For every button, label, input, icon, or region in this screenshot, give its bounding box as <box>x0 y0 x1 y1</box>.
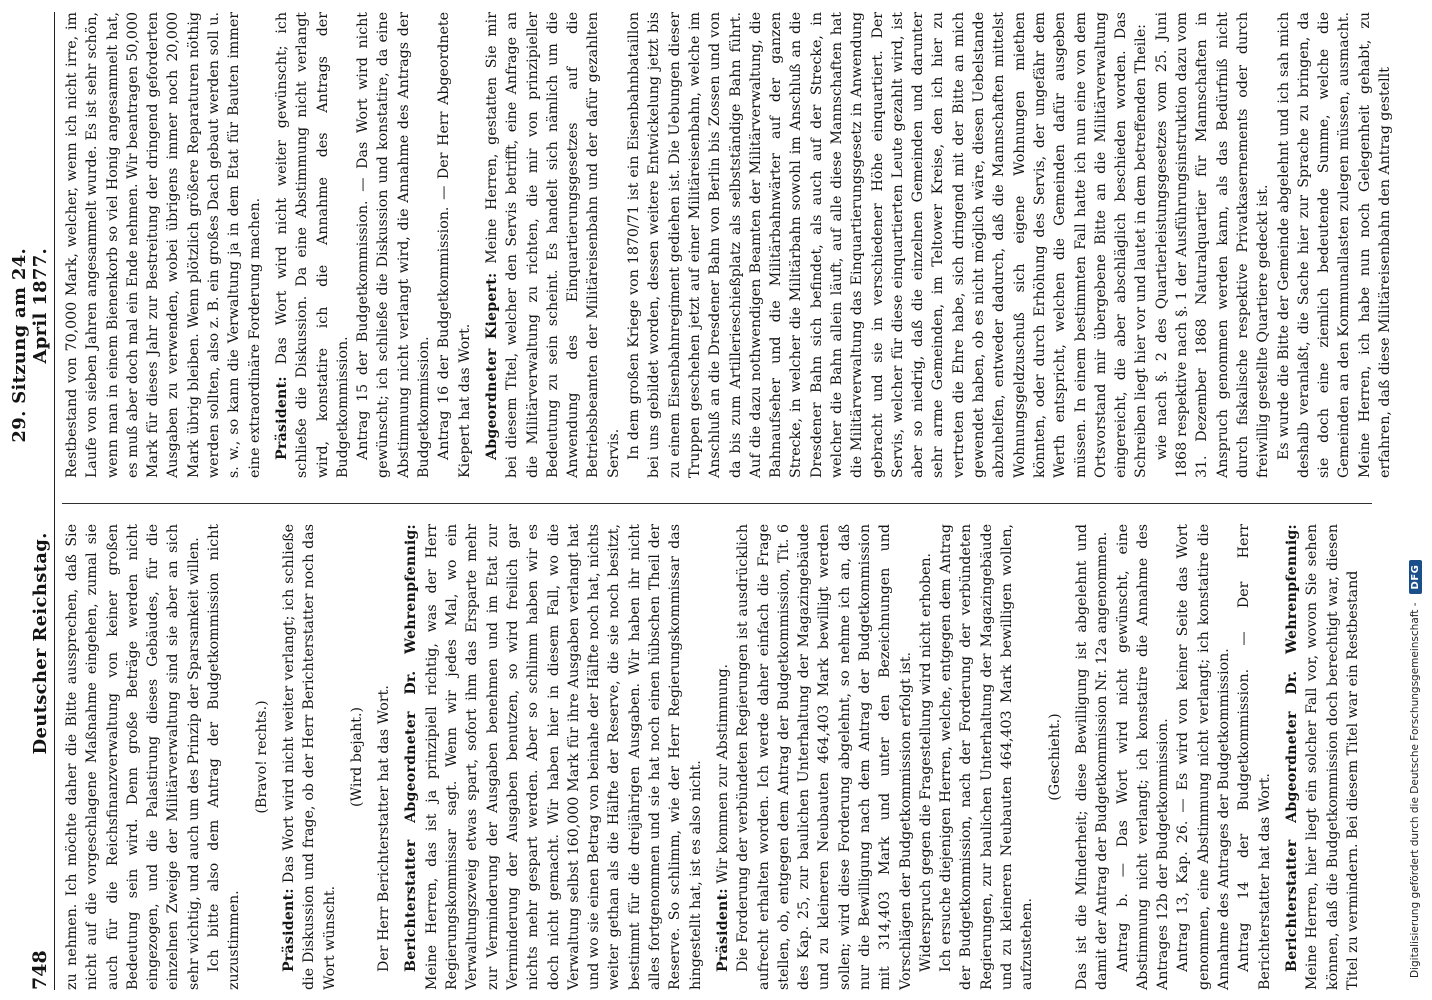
speech-paragraph <box>272 12 353 478</box>
speech-paragraph <box>401 524 705 990</box>
paragraph-text: Antrag b. — Das Wort wird nicht gewünscht, eine Abstimmung nicht verlangt; ich konstatire die Annahme des Antrages 12b der Budgetkommission. <box>1114 524 1172 990</box>
paragraph-text: Antrag 15 der Budgetkommission. — Das Wort wird nicht gewünscht; ich schließe die Diskussion und konstatire, da eine Abstimmung nicht verlangt wird, die Annahme des Antrags der Budgetkommission. <box>355 12 433 478</box>
paragraph-text: Das Wort wird nicht weiter gewünscht; ich schließe die Diskussion. Da eine Abstimmung nicht verlangt wird, konstatire ich die Annahme des Antrags der Budgetkommission. <box>273 12 351 478</box>
speaker-name: Berichterstatter Abgeordneter Dr. Wehrenpfennig: <box>403 524 420 972</box>
speaker-name: Präsident: <box>714 888 731 972</box>
paragraph-text: Es wurde die Bitte der Gemeinde abgelehnt und ich sah mich deshalb veranlaßt, die Sache hier zur Sprache zu bringen, da sie doch eine ziemlich bedeutende Summe, welche die Gemeinden an den Kommunallasten zulegen müssen, ausmacht. Meine Herren, ich habe nun noch Gelegenheit gehabt, zu erfahren, daß diese Militäreisenbahn den Antrag gestellt <box>1275 12 1393 478</box>
stage-direction <box>252 524 272 990</box>
paragraph <box>1234 524 1275 990</box>
paragraph-text: Restbestand von 70,000 Mark, welcher, wenn ich nicht irre, im Laufe von sieben Jahren angesammelt wurde. Es ist sehr schön, wenn man in einem Bienenkorb so viel Honig angesammelt hat, es muß aber doch mal ein Ende nehmen. Wir beantragen 50,000 Mark für dieses Jahr zur Bestreitung der dringend geforderten Ausgaben zu verwenden, wobei übrigens immer noch 20,000 Mark übrig bleiben. Wenn plötzlich größere Reparaturen nöthig werden sollten, also z. B. ein großes Dach gebaut werden soll u. s. w., so kann die Verwaltung ja in dem Etat für Bauten immer eine extraordinäre Forderung machen. <box>64 12 263 478</box>
dfg-logo: DFG <box>1409 560 1422 595</box>
paragraph-text: (Geschieht.) <box>1046 713 1063 801</box>
paragraph-text: wie nach §. 2 des Quartierleistungsgesetzes vom 25. Juni 1868 respektive nach §. 1 der Ausführungsinstruktion dazu vom 31. Dezember 1868 Naturalquartier für Mannschaften in Anspruch genommen werden kann, als das Bedürfniß nicht durch fiskalische respektive Privatkasernements oder durch freiwillig gestellte Quartiere gedeckt ist. <box>1153 12 1272 478</box>
paragraph <box>1152 12 1274 478</box>
paragraph-text: Meine Herren, gestatten Sie mir bei diesem Titel, welcher den Servis betrifft, eine Anfrage an die Militärverwaltung zu richten, die mir von prinzipieller Bedeutung zu sein scheint. Es handelt sich nämlich um die Anwendung des Einquartierungsgesetzes auf die Betriebsbeamten der Militäreisenbahn und der dafür gezahlten Servis. <box>483 11 622 478</box>
speech-paragraph <box>279 524 340 990</box>
paragraph <box>62 12 265 478</box>
paragraph <box>916 524 936 990</box>
paragraph <box>733 524 916 990</box>
paragraph-text: zu nehmen. Ich möchte daher die Bitte aussprechen, daß Sie nicht auf die vorgeschlagene Maßnahme eingehen, zumal sie auch für die Reichsfinanzverwaltung von keiner großen Bedeutung sein wird. Denn große Beträge werden nicht eingezogen, und die Palastirung dieses Gebäudes, für die einzelnen Zweige der Militärverwaltung sind sie aber an sich sehr wichtig, und auch um des Prinzip der Sparsamkeit willen. <box>64 524 202 990</box>
speech-paragraph <box>713 524 733 990</box>
text-columns <box>62 11 1393 990</box>
attribution-strip <box>1402 18 1428 978</box>
speaker-name: Berichterstatter Abgeordneter Dr. Wehrenpfennig: <box>1283 524 1300 972</box>
paragraph <box>1113 524 1174 990</box>
speaker-name: Präsident: <box>273 376 290 460</box>
paragraph <box>936 524 1037 990</box>
paragraph <box>624 12 1152 478</box>
paragraph-text: Meine Herren, hier liegt ein solcher Fall vor, wovon Sie sehen können, daß die Budgetkommission doch berechtigt war, diesen Titel zu vermindern. Bei diesem Titel war ein Restbestand <box>1304 524 1361 990</box>
paragraph-text: Wir kommen zur Abstimmung. <box>714 663 731 884</box>
paragraph <box>353 12 434 478</box>
speaker-name: Abgeordneter Kiepert: <box>483 272 500 460</box>
stage-direction <box>1045 524 1065 990</box>
left-column <box>62 524 1390 990</box>
paragraph-text: Der Herr Berichterstatter hat das Wort. <box>376 685 393 972</box>
paragraph-text: In dem großen Kriege von 1870/71 ist ein Eisenbahnbataillon bei uns gebildet worden, dessen weitere Entwickelung jetzt bis zu einem Eisenbahnregiment gediehen ist. Die Uebungen dieser Truppen geschehen jetzt auf einer Militäreisenbahn, welche im Anschluß an die Dresdener Bahn von Berlin bis Zossen und von da bis zum Artillerieschießplatz als selbstständige Bahn führt. Auf die dazu nothwendigen Beamten der Militärverwaltung, die Bahnaufseher und die Militärbahnwärter auf der ganzen Strecke, in welcher die Militärbahn sowohl im Anschluß an die Dresdener Bahn sich befindet, als auch auf der Strecke, in welcher die Bahn allein läuft, auf alle diese Mannschaften hat die Militärverwaltung das Einquartierungsgesetz in Anwendung gebracht und sie in verschiedener Höhe einquartiert. Der Servis, welcher für diese einquartierten Leute gezahlt wird, ist aber so niedrig, daß die einzelnen Gemeinden und darunter sehr arme Gemeinden, im Teltower Kreise, den ich hier zu vertreten die Ehre habe, sich dringend mit der Bitte an mich gewendet haben, ob es nicht möglich wäre, diesen Uebelstande abzuhelfen, entweder dadurch, daß die Mannschaften mittelst Wohnungsgeldzuschuß sich eigene Wohnungen miethen könnten, oder durch Erhöhung des Servis, der ungefähr dem Werth entspricht, welchen die Gemeinden dafür ausgeben müssen. In einem bestimmten Fall hatte ich nun eine von dem Ortsvorstand mir übergebene Bitte an die Militärverwaltung eingereicht, die aber abschläglich beschieden worden. Das Schreiben liegt hier vor und lautet in dem betreffenden Theile: <box>626 12 1150 478</box>
paragraph <box>1173 524 1234 990</box>
paragraph <box>374 524 394 990</box>
paragraph-text: (Wird bejaht.) <box>348 707 365 807</box>
paragraph-text: Ich ersuche diejenigen Herren, welche, entgegen dem Antrag der Budgetkommission, nach der Forderung der verbündeten Regierungen, zur baulichen Unterhaltung der Magazingebäude und zu kleineren Neubauten 464,403 Mark bewilligen wollen, aufzustehen. <box>938 524 1036 990</box>
paragraph <box>1274 12 1396 478</box>
paragraph-text: Antrag 16 der Budgetkommission. — Der Herr Abgeordnete Kiepert hat das Wort. <box>436 12 473 478</box>
paragraph-text: Das ist die Minderheit; diese Bewilligung ist abgelehnt und damit der Antrag der Budgetkommission Nr. 12a angenommen. <box>1073 524 1111 990</box>
attribution-text: Digitalisierung gefördert durch die Deutsche Forschungsgemeinschaft - <box>1409 602 1421 978</box>
paragraph <box>62 524 204 990</box>
column-divider <box>62 503 1372 504</box>
running-title-left: Deutscher Reichstag. <box>30 532 51 755</box>
speaker-name: Präsident: <box>280 888 297 972</box>
paragraph-text: Antrag 14 der Budgetkommission. — Der Herr Berichterstatter hat das Wort. <box>1236 524 1273 990</box>
page-number: 748 <box>29 950 51 990</box>
speech-paragraph <box>482 12 624 478</box>
right-column <box>62 11 1393 478</box>
paragraph-text: Meine Herren, das ist ja prinzipiell richtig, was der Herr Regierungskommissar sagt. Wenn wir jedes Mal, wo ein Verwaltungszweig etwas spart, sofort ihm das Ersparte mehr zur Verminderung der Ausgaben benehmen und im Etat zur Verminderung der Ausgaben benutzen, so wird freilich gar nichts mehr gespart werden. Aber so schlimm haben wir es doch nicht gemacht. Wir haben hier in diesem Fall, wo die Verwaltung selbst 160,000 Mark für ihre Ausgaben verlangt hat und wo sie einen Betrag von beinahe der Hälfte noch hat, nichts weiter gethan als die Hälfte der Reserve, die sie noch besitzt, bestimmt für die dreijährigen Ausgaben. Wir haben ihr nicht alles fortgenommen und sie hat noch einen hübschen Theil der Reserve. So schlimm, wie der Herr Regierungskommissar das hingestellt hat, ist es also nicht. <box>423 524 704 990</box>
running-title <box>9 248 54 755</box>
running-title-right: 29. Sitzung am 24. April 1877. <box>9 247 51 443</box>
paragraph-text: Antrag 13, Kap. 26. — Es wird von keiner Seite das Wort genommen, eine Abstimmung nicht verlangt; ich konstatire die Annahme des Antrages der Budgetkommission. <box>1175 524 1233 990</box>
paragraph-text: Die Forderung der verbündeten Regierungen ist ausdrücklich aufrecht erhalten worden. Ich werde daher einfach die Frage stellen, ob, entgegen dem Antrag der Budgetkommission, Tit. 6 des Kap. 25, zur baulichen Unterhaltung der Magazingebäude und zu kleineren Neubauten 464,403 Mark bewilligt werden sollen; wird diese Forderung abgelehnt, so nehme ich an, daß nur die Bewilligung nach dem Antrag der Budgetkommission mit 314,403 Mark und unter den Bezeichnungen und Vorschlägen der Budgetkommission erfolgt ist. <box>735 524 914 990</box>
paragraph-text: Widerspruch gegen die Fragestellung wird nicht erhoben. <box>917 552 934 972</box>
paragraph <box>204 524 245 990</box>
speech-paragraph <box>1282 524 1363 990</box>
paragraph <box>1072 524 1113 990</box>
paragraph <box>434 12 475 478</box>
paragraph-text: Ich bitte also dem Antrag der Budgetkommission nicht zuzustimmen. <box>206 524 243 990</box>
paragraph-text: (Bravo! rechts.) <box>253 700 270 814</box>
attribution-inner <box>1402 18 1428 978</box>
running-head <box>9 12 55 990</box>
stage-direction <box>347 524 367 990</box>
paragraph-text: Das Wort wird nicht weiter verlangt; ich schließe die Diskussion und frage, ob der Herr Berichterstatter noch das Wort wünscht. <box>280 524 338 990</box>
